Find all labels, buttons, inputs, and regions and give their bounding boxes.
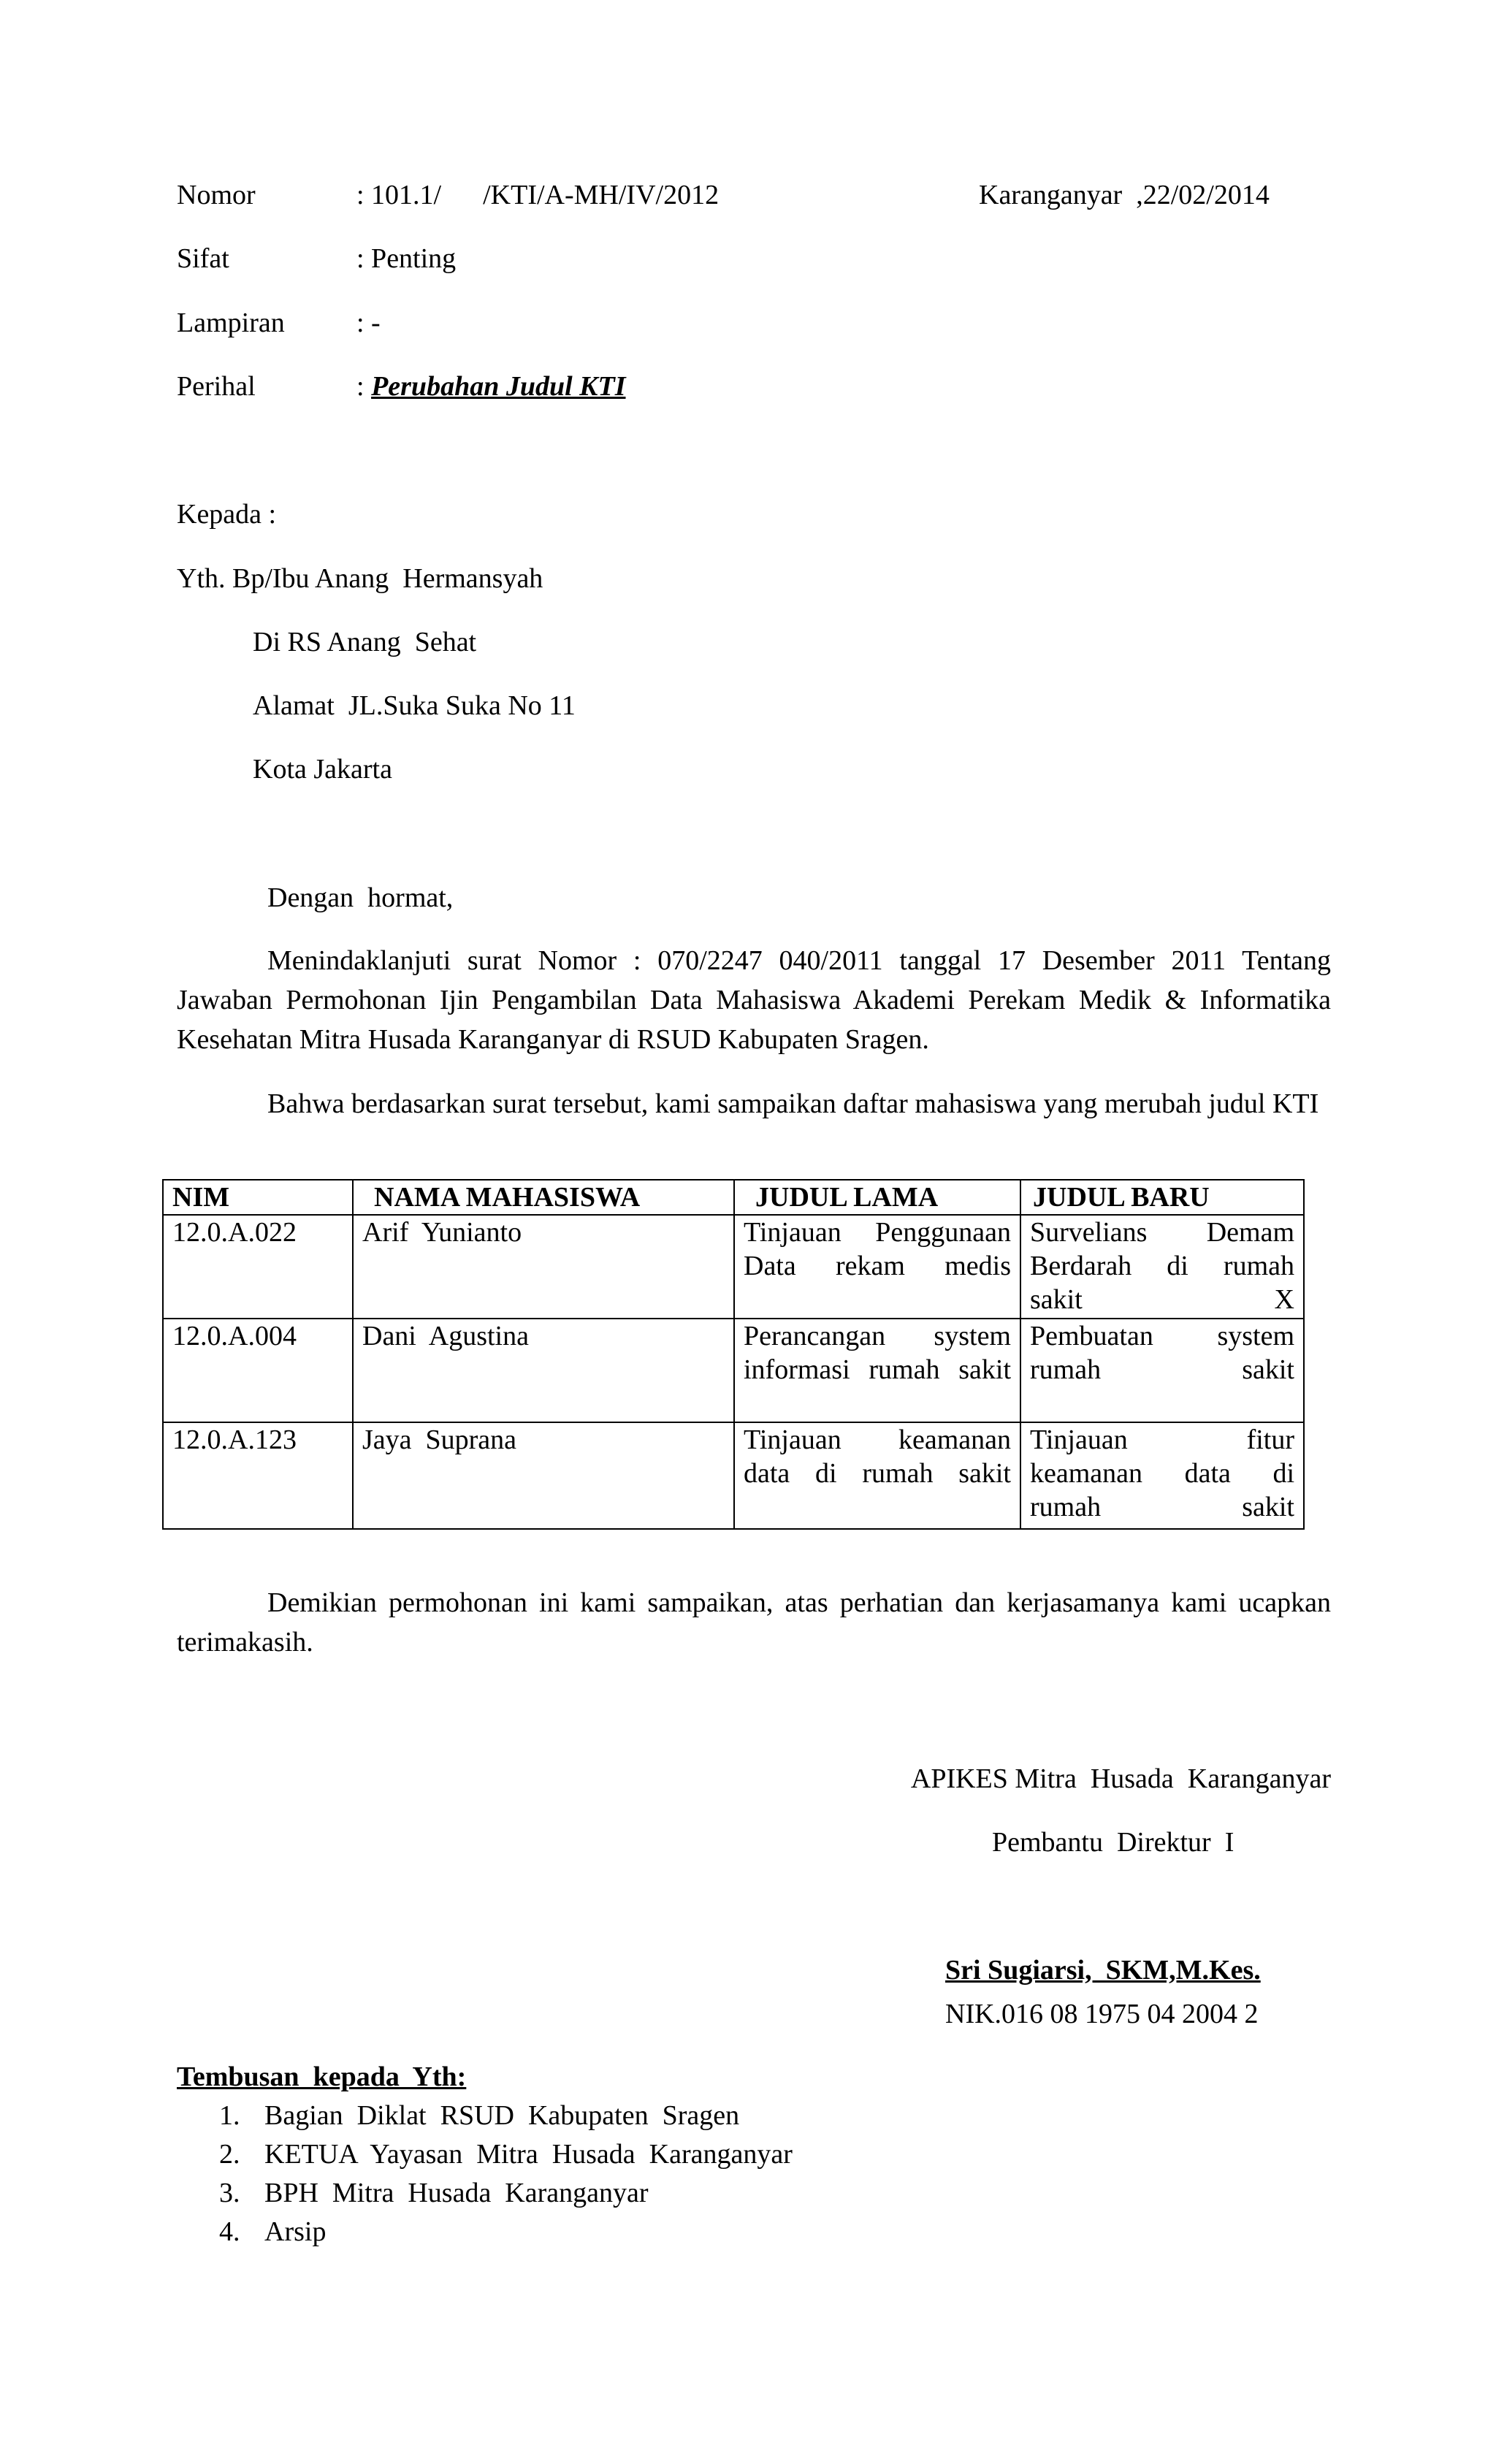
sifat-value: : Penting — [356, 243, 457, 274]
cc-item-text: BPH Mitra Husada Karanganyar — [264, 2178, 649, 2208]
paragraph-2: Bahwa berdasarkan surat tersebut, kami sampaikan daftar mahasiswa yang merubah judul KTI — [267, 1088, 1319, 1119]
greeting: Dengan hormat, — [267, 882, 454, 913]
table-header-row — [163, 1180, 1304, 1215]
perihal-label: Perihal — [177, 371, 256, 402]
recipient-name: Yth. Bp/Ibu Anang Hermansyah — [177, 563, 543, 594]
cc-item-text: KETUA Yayasan Mitra Husada Karanganyar — [264, 2139, 793, 2170]
header-nim: NIM — [163, 1180, 353, 1215]
signature-position: Pembantu Direktur I — [992, 1827, 1234, 1858]
perihal-subject: Perubahan Judul KTI — [371, 371, 626, 402]
perihal-colon: : — [356, 371, 372, 402]
closing-paragraph: Demikian permohonan ini kami sampaikan, atas perhatian dan kerjasamanya kami ucapkan terimakasih. — [177, 1587, 1331, 1658]
cc-item-text: Arsip — [264, 2216, 327, 2247]
list-item — [219, 2213, 793, 2251]
perihal-value-line — [356, 370, 626, 404]
cell-judul-lama: Tinjauan Penggunaan Data rekam medis — [734, 1215, 1020, 1319]
cc-item-number: 4. — [219, 2216, 240, 2247]
cc-list — [219, 2097, 793, 2251]
cell-judul-lama: Perancangan system informasi rumah sakit — [734, 1319, 1020, 1422]
header-judul-lama: JUDUL LAMA — [734, 1180, 1020, 1215]
sifat-label: Sifat — [177, 243, 229, 274]
cell-judul-baru: Tinjauan fitur keamanan data di rumah sakit — [1020, 1422, 1304, 1529]
list-item — [219, 2135, 793, 2174]
recipient-institution: Di RS Anang Sehat — [253, 627, 477, 657]
lampiran-label: Lampiran — [177, 308, 285, 338]
signatory-nik: NIK.016 08 1975 04 2004 2 — [945, 1999, 1259, 2029]
cell-nama: Jaya Suprana — [353, 1422, 734, 1529]
cell-nim: 12.0.A.004 — [163, 1319, 353, 1422]
cell-nama: Dani Agustina — [353, 1319, 734, 1422]
nomor-label: Nomor — [177, 180, 256, 210]
cell-nim: 12.0.A.123 — [163, 1422, 353, 1529]
header-nama: NAMA MAHASISWA — [353, 1180, 734, 1215]
kti-change-table — [162, 1179, 1305, 1530]
paragraph-1: Menindaklanjuti surat Nomor : 070/2247 040/2011 tanggal 17 Desember 2011 Tentang Jawaban Permohonan Ijin Pengambilan Data Mahasiswa Akademi Perekam Medik & Informatika Kesehatan Mitra Husada Karanganyar di RSUD Kabupaten Sragen. — [177, 945, 1331, 1055]
cc-item-text: Bagian Diklat RSUD Kabupaten Sragen — [264, 2100, 740, 2131]
signature-institution: APIKES Mitra Husada Karanganyar — [910, 1763, 1331, 1794]
cell-nama: Arif Yunianto — [353, 1215, 734, 1319]
list-item — [219, 2097, 793, 2135]
recipient-city: Kota Jakarta — [253, 754, 392, 785]
place-date: Karanganyar ,22/02/2014 — [979, 180, 1270, 210]
kepada-label: Kepada : — [177, 499, 277, 530]
recipient-address: Alamat JL.Suka Suka No 11 — [253, 690, 576, 721]
header-judul-baru: JUDUL BARU — [1020, 1180, 1304, 1215]
table-row — [163, 1215, 1304, 1319]
table-row — [163, 1319, 1304, 1422]
table-row — [163, 1422, 1304, 1529]
cc-item-number: 1. — [219, 2100, 240, 2131]
lampiran-value: : - — [356, 308, 381, 338]
list-item — [219, 2174, 793, 2213]
cell-judul-baru: Survelians Demam Berdarah di rumah sakit X — [1020, 1215, 1304, 1319]
signatory-name: Sri Sugiarsi, SKM,M.Kes. — [945, 1955, 1261, 1986]
nomor-value: : 101.1/ /KTI/A-MH/IV/2012 — [356, 180, 720, 210]
cell-judul-baru: Pembuatan system rumah sakit — [1020, 1319, 1304, 1422]
cell-judul-lama: Tinjauan keamanan data di rumah sakit — [734, 1422, 1020, 1529]
cc-item-number: 3. — [219, 2178, 240, 2208]
cell-nim: 12.0.A.022 — [163, 1215, 353, 1319]
cc-item-number: 2. — [219, 2139, 240, 2170]
cc-title: Tembusan kepada Yth: — [177, 2061, 467, 2092]
